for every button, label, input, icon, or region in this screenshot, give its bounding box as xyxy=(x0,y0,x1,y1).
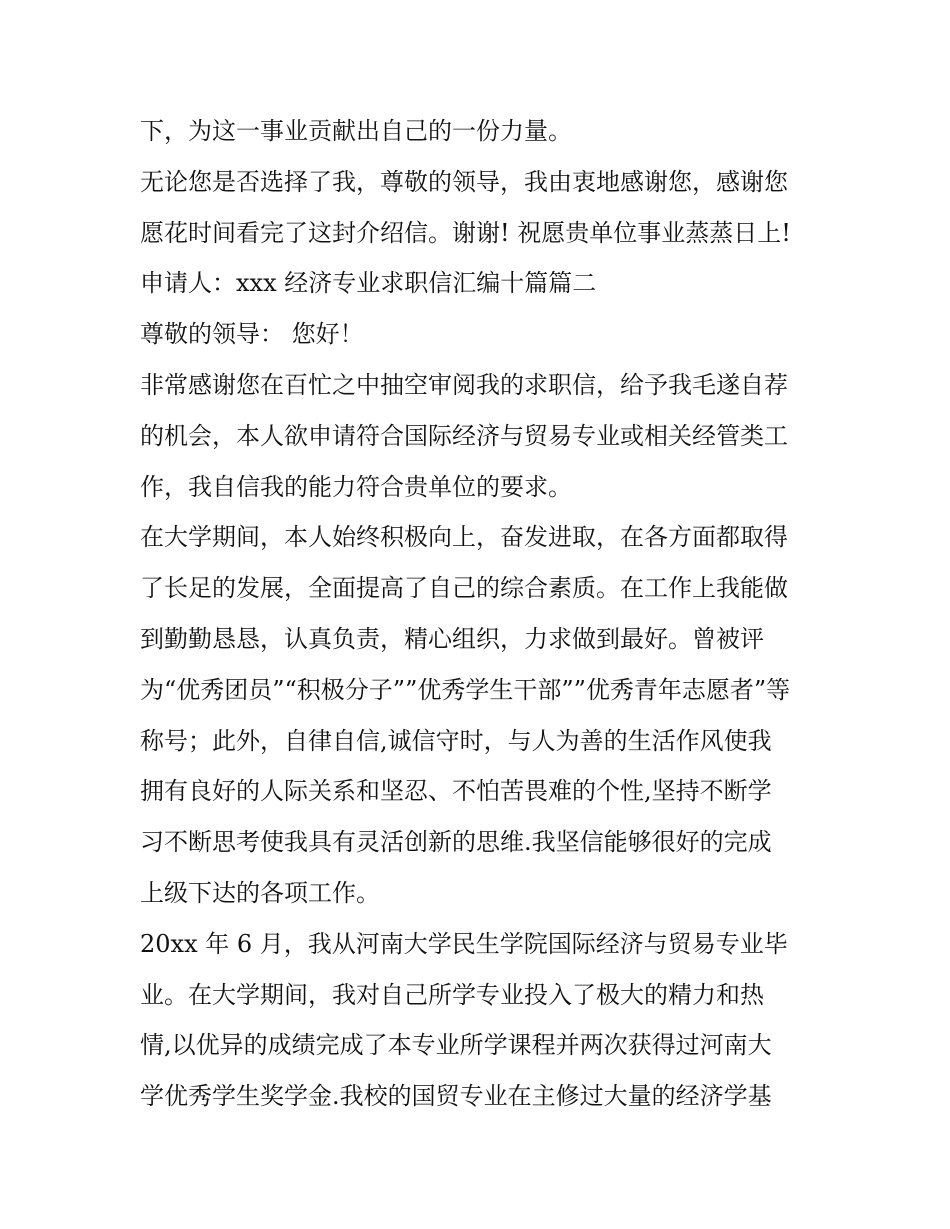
text-line: 业。在大学期间，我对自己所学专业投入了极大的精力和热 xyxy=(140,980,764,1009)
text-line: 在大学期间，本人始终积极向上，奋发进取，在各方面都取得 xyxy=(140,523,788,552)
text-line: 了长足的发展，全面提高了自己的综合素质。在工作上我能做 xyxy=(140,574,788,603)
text-line: 为“优秀团员”“积极分子””优秀学生干部””优秀青年志愿者”等 xyxy=(140,675,791,704)
text-line: 学优秀学生奖学金.我校的国贸专业在主修过大量的经济学基 xyxy=(140,1082,772,1111)
text-line: 到勤勤恳恳，认真负责，精心组织，力求做到最好。曾被评 xyxy=(140,624,764,653)
text-line: 申请人：xxx 经济专业求职信汇编十篇篇二 xyxy=(140,269,597,298)
text-line: 情,以优异的成绩完成了本专业所学课程并两次获得过河南大 xyxy=(140,1031,772,1060)
text-line: 下，为这一事业贡献出自己的一份力量。 xyxy=(140,117,572,145)
text-line: 称号；此外，自律自信,诚信守时，与人为善的生活作风使我 xyxy=(140,726,772,755)
text-line: 无论您是否选择了我，尊敬的领导，我由衷地感谢您，感谢您 xyxy=(140,167,788,196)
text-line: 习不断思考使我具有灵活创新的思维.我坚信能够很好的完成 xyxy=(140,828,772,857)
text-line: 的机会，本人欲申请符合国际经济与贸易专业或相关经管类工 xyxy=(140,421,788,450)
document-body xyxy=(140,106,820,1122)
text-line: 20xx 年 6 月，我从河南大学民生学院国际经济与贸易专业毕 xyxy=(140,929,788,958)
text-line: 作，我自信我的能力符合贵单位的要求。 xyxy=(140,472,572,501)
text-line: 尊敬的领导： 您好！ xyxy=(140,320,364,349)
text-line: 拥有良好的人际关系和坚忍、不怕苦畏难的个性,坚持不断学 xyxy=(140,777,772,806)
text-line: 愿花时间看完了这封介绍信。谢谢! 祝愿贵单位事业蒸蒸日上! xyxy=(140,218,791,247)
text-line: 非常感谢您在百忙之中抽空审阅我的求职信，给予我毛遂自荐 xyxy=(140,370,788,399)
text-line: 上级下达的各项工作。 xyxy=(140,878,380,907)
